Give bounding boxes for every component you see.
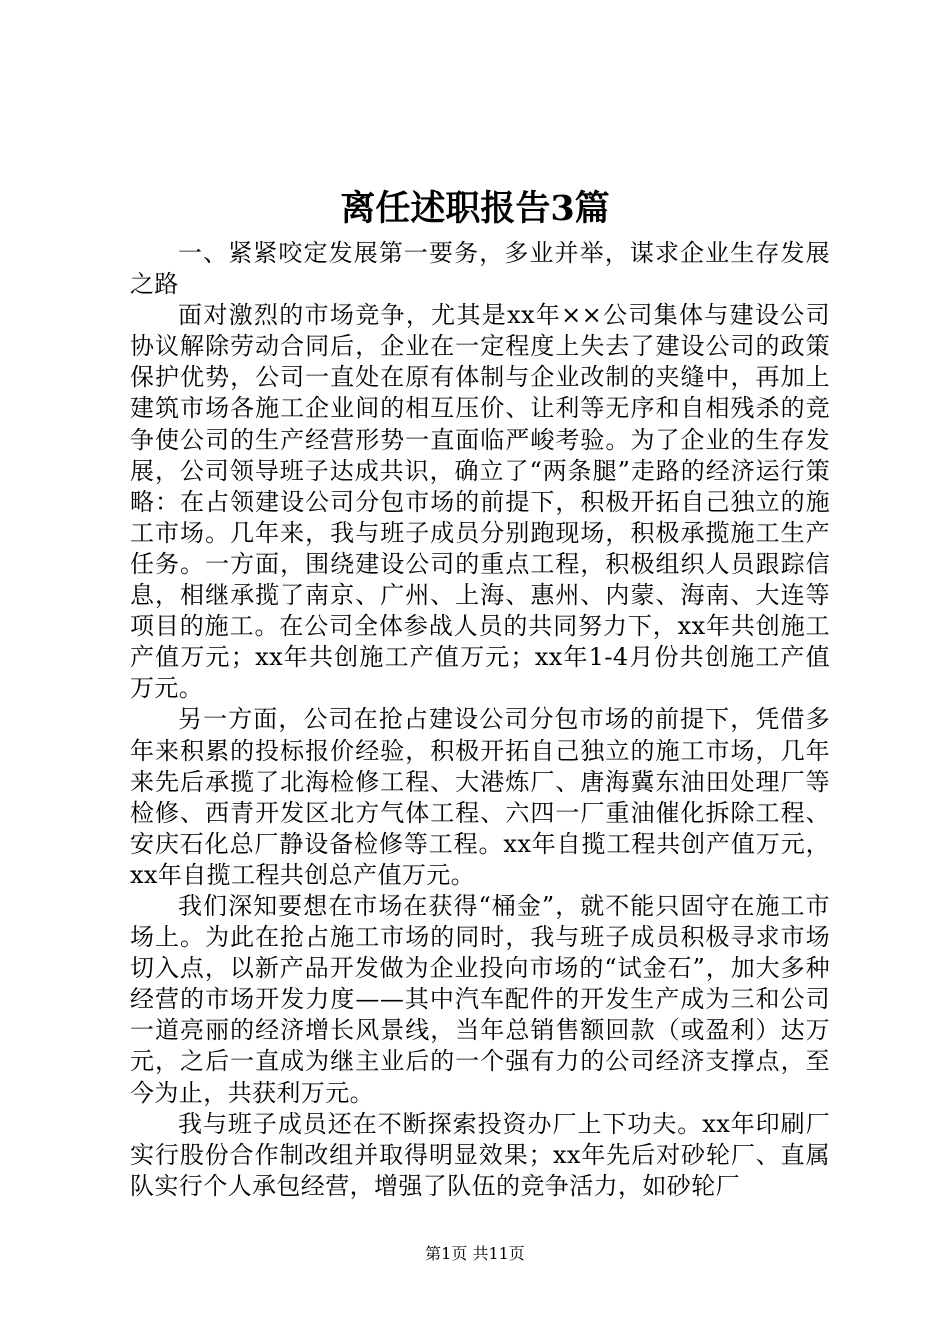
page-number-footer: 第1页 共11页 bbox=[425, 1244, 525, 1263]
body-paragraph: 我们深知要想在市场在获得“桶金”，就不能只固守在施工市场上。为此在抢占施工市场的同时，我与班子成员积极寻求市场切入点，以新产品开发做为企业投向市场的“试金石”，加大多种经营的市场开发力度——其中汽车配件的开发生产成为三和公司一道亮丽的经济增长风景线，当年总销售额回款（或盈利）达万元，之后一直成为继主业后的一个强有力的公司经济支撑点，至今为止，共获利万元。 bbox=[130, 891, 830, 1107]
document-title: 离任述职报告3篇 bbox=[340, 188, 610, 229]
body-paragraph: 面对激烈的市场竞争，尤其是xx年××公司集体与建设公司协议解除劳动合同后，企业在一定程度上失去了建设公司的政策保护优势，公司一直处在原有体制与企业改制的夹缝中，再加上建筑市场各施工企业间的相互压价、让利等无序和自相残杀的竞争使公司的生产经营形势一直面临严峻考验。为了企业的生存发展，公司领导班子达成共识，确立了“两条腿”走路的经济运行策略：在占领建设公司分包市场的前提下，积极开拓自己独立的施工市场。几年来，我与班子成员分别跑现场，积极承揽施工生产任务。一方面，围绕建设公司的重点工程，积极组织人员跟踪信息，相继承揽了南京、广州、上海、惠州、内蒙、海南、大连等项目的施工。在公司全体参战人员的共同努力下，xx年共创施工产值万元；xx年共创施工产值万元；xx年1-4月份共创施工产值万元。 bbox=[130, 301, 830, 703]
body-paragraph: 一、紧紧咬定发展第一要务，多业并举，谋求企业生存发展之路 bbox=[130, 239, 830, 299]
document-body bbox=[130, 238, 830, 1202]
body-paragraph: 我与班子成员还在不断探索投资办厂上下功夫。xx年印刷厂实行股份合作制改组并取得明显效果；xx年先后对砂轮厂、直属队实行个人承包经营，增强了队伍的竞争活力，如砂轮厂 bbox=[130, 1109, 830, 1200]
body-paragraph: 另一方面，公司在抢占建设公司分包市场的前提下，凭借多年来积累的投标报价经验，积极开拓自己独立的施工市场，几年来先后承揽了北海检修工程、大港炼厂、唐海冀东油田处理厂等检修、西青开发区北方气体工程、六四一厂重油催化拆除工程、安庆石化总厂静设备检修等工程。xx年自揽工程共创产值万元，xx年自揽工程共创总产值万元。 bbox=[130, 705, 830, 889]
